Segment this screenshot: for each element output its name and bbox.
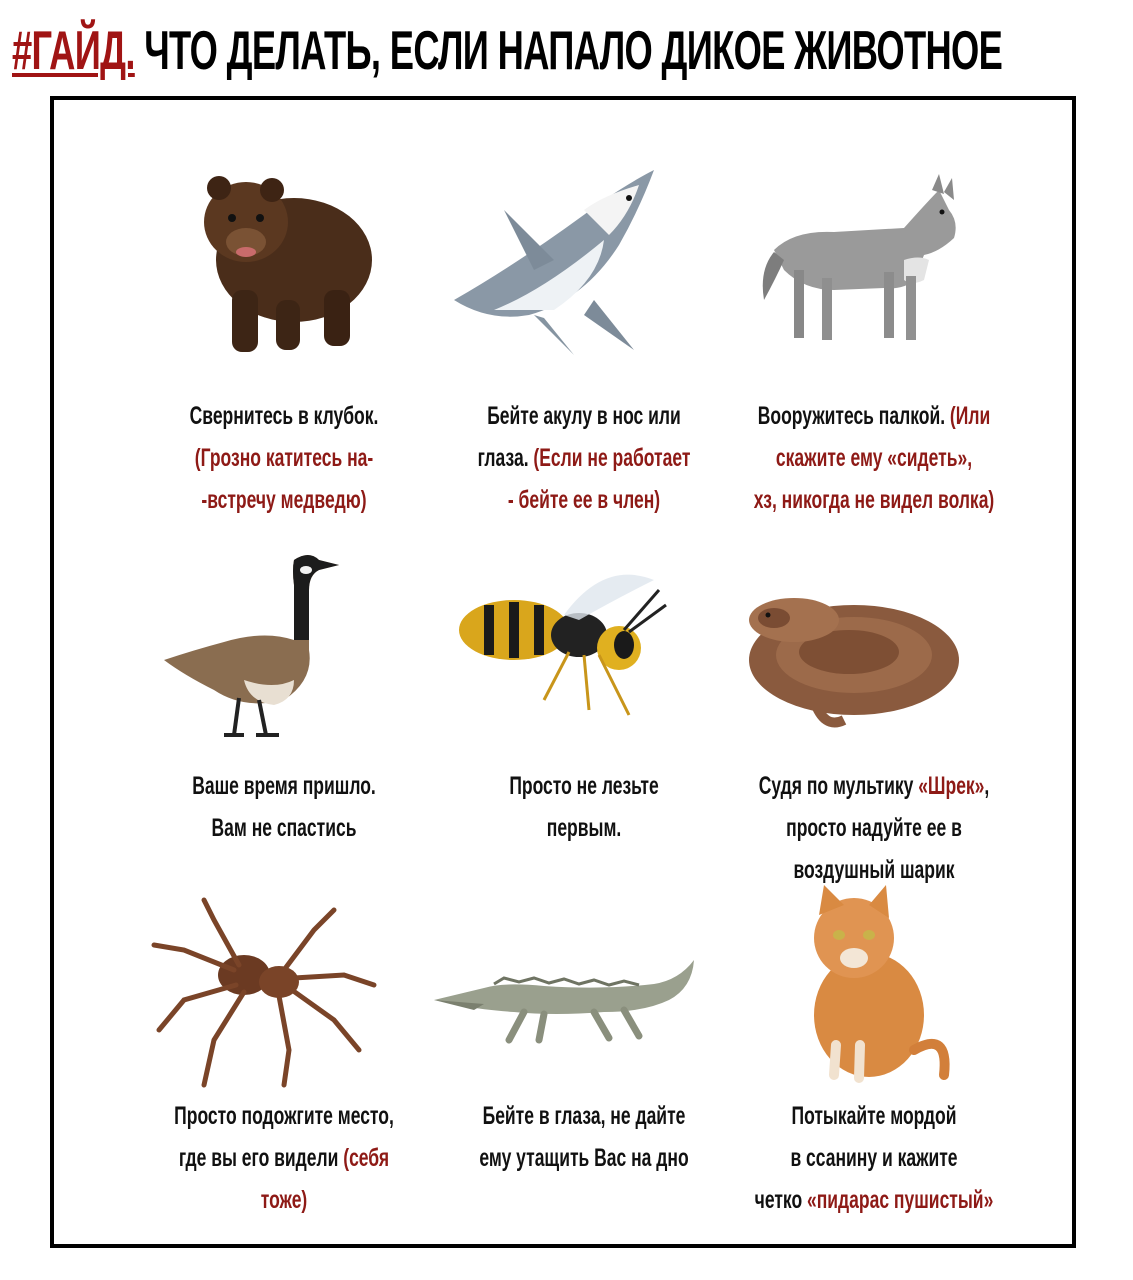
shark-caption-line-2 — [458, 437, 710, 479]
wolf-caption-line-3: хз, никогда не видел волка) — [753, 486, 995, 514]
shark-caption-line-2b: (Если не работает — [533, 444, 691, 472]
bear-caption-line-3: -встречу медведю) — [201, 486, 367, 514]
wolf-caption — [694, 395, 1054, 521]
wolf-caption-line-1a: Вооружитесь палкой. — [757, 402, 950, 430]
goose-caption-line-1: Ваше время пришло. — [192, 772, 376, 800]
bear-caption-line-2: (Грозно катитесь на- — [194, 444, 374, 472]
shark-caption-line-1: Бейте акулу в нос или — [487, 402, 681, 430]
bear-caption-line-1: Свернитесь в клубок. — [189, 402, 379, 430]
cat-image — [774, 880, 954, 1085]
wolf-caption-line-1 — [748, 395, 1000, 437]
goose-caption-line-2: Вам не спастись — [211, 814, 357, 842]
goose-image — [144, 530, 384, 740]
cat-caption-line-2: в ссанину и кажите — [790, 1144, 958, 1172]
guide-frame — [50, 96, 1076, 1248]
spider-caption-line-3: тоже) — [260, 1186, 308, 1214]
snake-caption-line-3: воздушный шарик — [793, 856, 955, 884]
title-tag: #ГАЙД. — [12, 19, 135, 81]
snake-caption — [694, 765, 1054, 891]
wolf-caption-line-2: скажите ему «сидеть», — [775, 444, 973, 472]
crocodile-image — [424, 940, 714, 1070]
spider-caption-line-2b: (себя — [343, 1144, 390, 1172]
snake-caption-line-1 — [748, 765, 1000, 807]
spider-caption-line-2a: где вы его видели — [178, 1144, 344, 1172]
snake-caption-line-1c: , — [984, 772, 990, 800]
spider-caption-line-1: Просто подожгите место, — [174, 1102, 394, 1130]
spider-caption-line-2 — [158, 1137, 410, 1179]
snake-caption-line-2: просто надуйте ее в — [786, 814, 962, 842]
cat-caption-line-3b: «пидарас пушистый» — [806, 1186, 994, 1214]
cat-caption-line-3a: четко — [754, 1186, 807, 1214]
shark-caption-line-3: - бейте ее в член) — [507, 486, 661, 514]
snake-caption-line-1b: «Шрек» — [918, 772, 985, 800]
cat-caption — [694, 1095, 1054, 1221]
wolf-caption-line-1b: (Или — [949, 402, 991, 430]
cat-caption-line-1: Потыкайте мордой — [791, 1102, 957, 1130]
wasp-image — [454, 560, 694, 740]
crocodile-caption-line-2: ему утащить Вас на дно — [479, 1144, 689, 1172]
shark-image — [434, 150, 674, 360]
wolf-image — [754, 160, 974, 360]
bear-image — [184, 150, 384, 360]
snake-image — [734, 560, 974, 740]
spider-image — [144, 890, 384, 1090]
shark-caption-line-2a: глаза. — [477, 444, 534, 472]
wasp-caption-line-2: первым. — [546, 814, 622, 842]
snake-caption-line-1a: Судя по мультику — [758, 772, 919, 800]
cat-caption-line-3 — [748, 1179, 1000, 1221]
title-text: ЧТО ДЕЛАТЬ, ЕСЛИ НАПАЛО ДИКОЕ ЖИВОТНОЕ — [144, 19, 1003, 81]
page-title — [12, 14, 1003, 86]
wasp-caption-line-1: Просто не лезьте — [509, 772, 659, 800]
crocodile-caption-line-1: Бейте в глаза, не дайте — [482, 1102, 686, 1130]
